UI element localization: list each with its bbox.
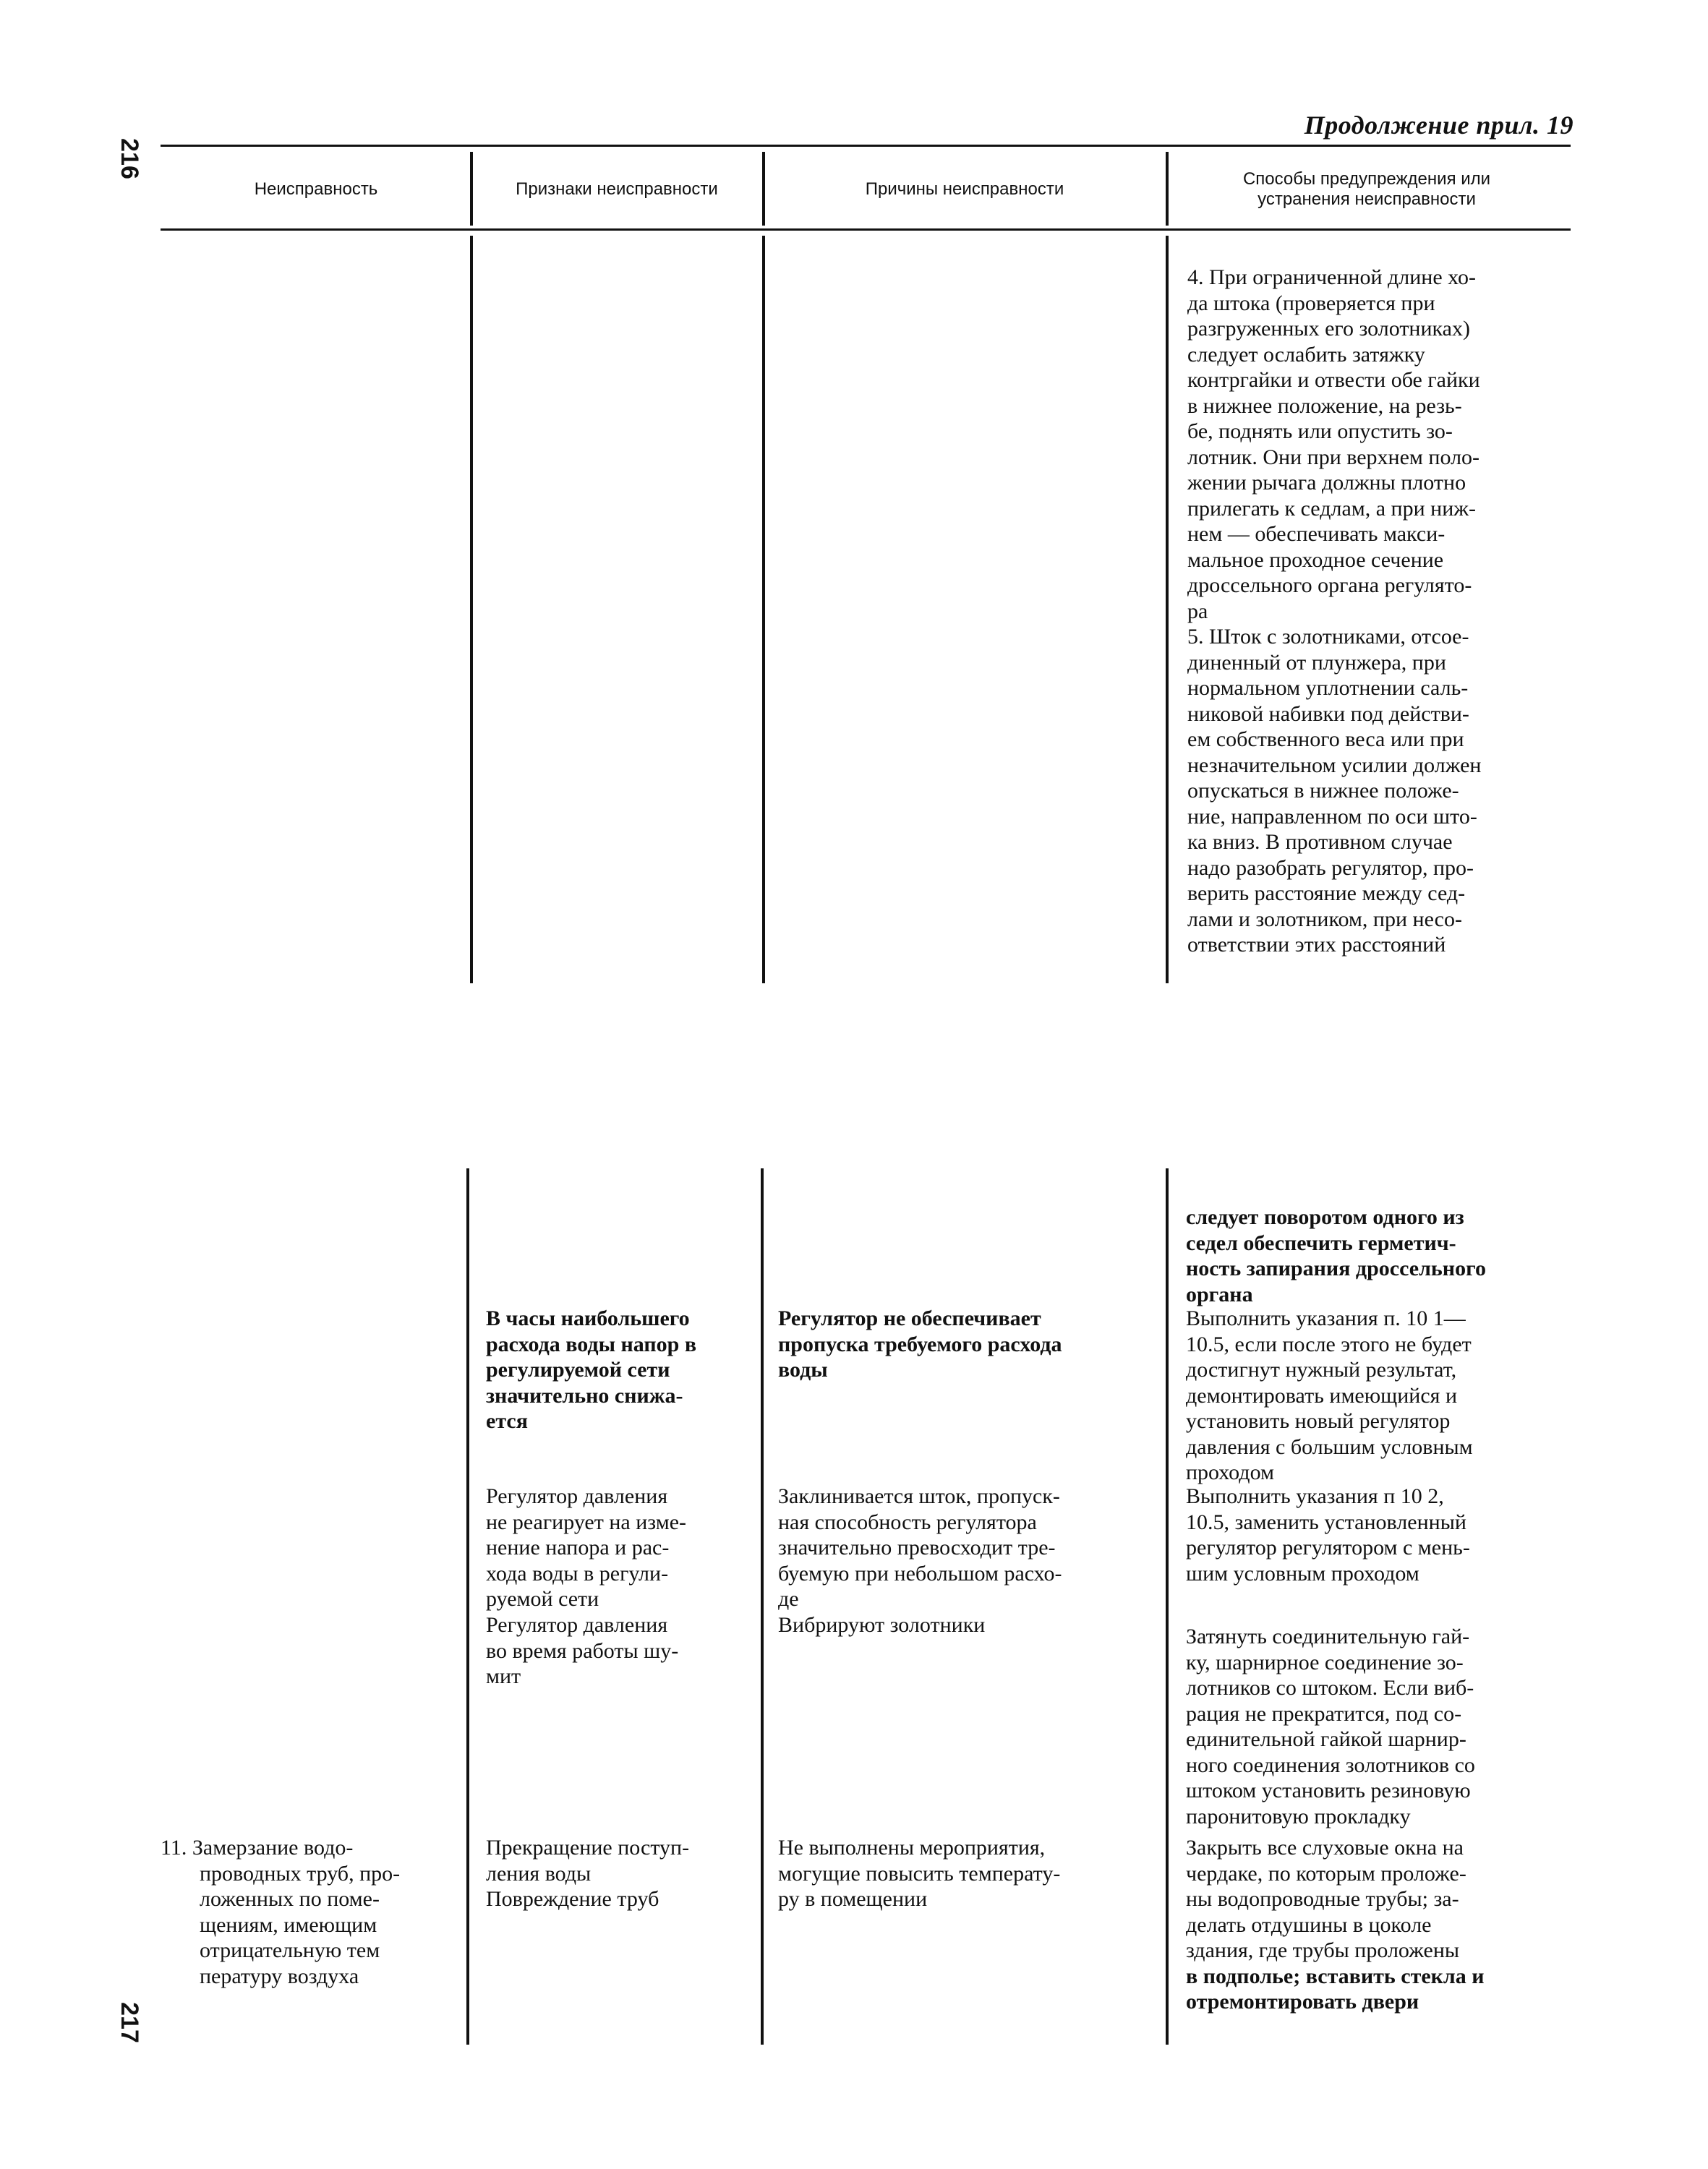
header-bottom-rule [161,228,1571,231]
page-number-bottom: 217 [115,2002,143,2043]
text-line: штоком установить резиновую [1186,1779,1471,1802]
text-line: де [778,1587,799,1611]
text-line: хода воды в регули- [486,1561,669,1586]
text-line: Вибрируют золотники [778,1613,986,1637]
text-line: верить расстояние между сед- [1187,881,1466,905]
text-line: Прекращение поступ- [486,1836,690,1860]
text-line: незначительном усилии должен [1187,753,1482,777]
text-line: ра [1187,599,1208,623]
text-line: В часы наибольшего [486,1306,690,1330]
row-d-fault [161,1835,457,1989]
header-remedy [1171,169,1562,210]
p1-divider-1 [470,236,473,983]
header-signs: Признаки неисправности [516,179,718,199]
text-line: жении рычага должны плотно [1187,471,1466,495]
header-remedy-line-2: устранения неисправности [1257,189,1476,209]
text-line: 4. При ограниченной длине хо- [1187,265,1477,289]
text-line: Повреждение труб [486,1887,659,1911]
text-line: Затянуть соединительную гай- [1186,1625,1470,1648]
text-line: ние, направленном по оси што- [1187,804,1477,829]
text-line: ность запирания дроссельного [1186,1257,1486,1280]
row-a-causes [778,1306,1157,1383]
row-d-causes [778,1835,1157,1912]
text-line: 10.5, если после этого не будет [1186,1332,1472,1356]
text-line: надо разобрать регулятор, про- [1187,855,1474,880]
text-line: регулятор регулятором с мень- [1186,1536,1470,1560]
text-line: дроссельного органа регулято- [1187,573,1472,597]
text-line: Заклинивается шток, пропуск- [778,1484,1060,1508]
text-line: единительной гайкой шарнир- [1186,1727,1466,1751]
row-c-signs [486,1612,752,1690]
text-line: мит [486,1664,521,1688]
text-line: буемую при небольшом расхо- [778,1561,1062,1586]
text-line: следует ослабить затяжку [1187,342,1425,367]
text-line: не реагирует на изме- [486,1510,687,1534]
text-line: достигнут нужный результат, [1186,1358,1457,1382]
text-line: Выполнить указания п. 10 1— [1186,1306,1466,1330]
text-line: мальное проходное сечение [1187,547,1444,572]
text-line: давления с большим условным [1186,1434,1473,1459]
p2-divider-3 [1166,1168,1169,2045]
text-line: лотник. Они при верхнем поло- [1187,445,1480,469]
text-line: разгруженных его золотниках) [1187,317,1470,341]
text-line: нем — обеспечивать макси- [1187,522,1446,546]
text-line: ная способность регулятора [778,1510,1037,1534]
page-number-top: 216 [115,138,143,179]
text-line: регулируемой сети [486,1358,670,1382]
text-line: 5. Шток с золотниками, отсое- [1187,625,1469,649]
text-line: Не выполнены мероприятия, [778,1836,1046,1860]
text-line: Регулятор давления [486,1484,668,1508]
row-b-signs [486,1484,752,1612]
text-line: ответствии этих расстояний [1187,933,1446,957]
text-line: Регулятор давления [486,1613,668,1637]
text-line: лотников со штоком. Если виб- [1186,1676,1474,1700]
text-line: нение напора и рас- [486,1536,670,1560]
p2-remedy-continuation [1186,1205,1571,1307]
row-d-signs [486,1835,752,1912]
header-causes: Причины неисправности [865,179,1064,199]
continuation-label: Продолжение прил. 19 [1304,111,1574,140]
text-line: могущие повысить температу- [778,1861,1061,1886]
text-line: лами и золотником, при несо- [1187,907,1462,931]
row-a-remedy [1186,1306,1571,1486]
text-line: бе, поднять или опустить зо- [1187,419,1453,443]
row-a-signs [486,1306,752,1434]
text-line: отремонтировать двери [1186,1990,1419,2014]
row-b-causes [778,1484,1157,1612]
text-line: значительно снижа- [486,1383,683,1408]
text-line: ления воды [486,1861,592,1886]
text-line: пературу воздуха [200,1964,359,1988]
text-line: никовой набивки под действи- [1187,701,1469,726]
text-line: Выполнить указания п 10 2, [1186,1484,1444,1508]
row-c-causes [778,1612,1157,1638]
text-line: Регулятор не обеспечивает [778,1306,1041,1330]
text-line: пропуска требуемого расхода [778,1332,1062,1356]
header-divider-2 [762,152,765,226]
text-line: органа [1186,1282,1253,1306]
header-remedy-line-1: Способы предупреждения или [1242,169,1491,189]
text-line: ку, шарнирное соединение зо- [1186,1650,1464,1674]
p2-divider-1 [466,1168,469,2045]
text-line: расхода воды напор в [486,1332,697,1356]
text-line: нормальном уплотнении саль- [1187,676,1469,700]
text-line: паронитовую прокладку [1186,1804,1411,1828]
text-line: Закрыть все слуховые окна на [1186,1836,1464,1860]
text-line: проводных труб, про- [200,1861,401,1886]
text-line: ем собственного веса или при [1187,727,1464,751]
p1-remedy-text [1187,265,1571,958]
text-line: контргайки и отвести обе гайки [1187,368,1480,392]
text-line: значительно превосходит тре- [778,1536,1056,1560]
text-line: здания, где трубы проложены [1186,1938,1460,1962]
text-line: щениям, имеющим [200,1912,377,1937]
text-line: следует поворотом одного из [1186,1205,1464,1229]
text-line: в подполье; вставить стекла и [1186,1964,1485,1988]
text-line: руемой сети [486,1587,599,1611]
text-line: 10.5, заменить установленный [1186,1510,1466,1534]
text-line: рация не прекратится, под со- [1186,1701,1462,1726]
row-b-remedy [1186,1484,1571,1586]
header-divider-1 [470,152,473,226]
text-line: прилегать к седлам, а при ниж- [1187,496,1476,521]
text-line: ка вниз. В противном случае [1187,830,1453,854]
header-divider-3 [1166,152,1169,226]
text-line: установить новый регулятор [1186,1409,1451,1433]
text-line: диненный от плунжера, при [1187,650,1446,675]
text-line: 11. Замерзание водо- [161,1836,354,1860]
row-c-remedy [1186,1624,1571,1829]
row-d-remedy [1186,1835,1571,2015]
text-line: в нижнее положение, на резь- [1187,393,1462,418]
text-line: ложенных по поме- [200,1887,380,1911]
text-line: во время работы шу- [486,1638,679,1663]
text-line: седел обеспечить герметич- [1186,1231,1456,1255]
p1-divider-3 [1166,236,1169,983]
text-line: опускаться в нижнее положе- [1187,779,1459,803]
text-line: делать отдушины в цоколе [1186,1912,1432,1937]
text-line: проходом [1186,1460,1274,1484]
header-fault: Неисправность [254,179,378,199]
p1-divider-2 [762,236,765,983]
text-line: шим условным проходом [1186,1561,1419,1586]
text-line: демонтировать имеющийся и [1186,1383,1458,1408]
text-line: ного соединения золотников со [1186,1753,1475,1777]
text-line: отрицательную тем [200,1938,380,1962]
text-line: да штока (проверяется при [1187,291,1435,315]
p2-divider-2 [761,1168,764,2045]
text-line: ру в помещении [778,1887,928,1911]
header-top-rule [161,145,1571,147]
text-line: ны водопроводные трубы; за- [1186,1887,1459,1911]
text-line: воды [778,1358,828,1382]
text-line: чердаке, по которым проложе- [1186,1861,1466,1886]
text-line: ется [486,1409,528,1433]
